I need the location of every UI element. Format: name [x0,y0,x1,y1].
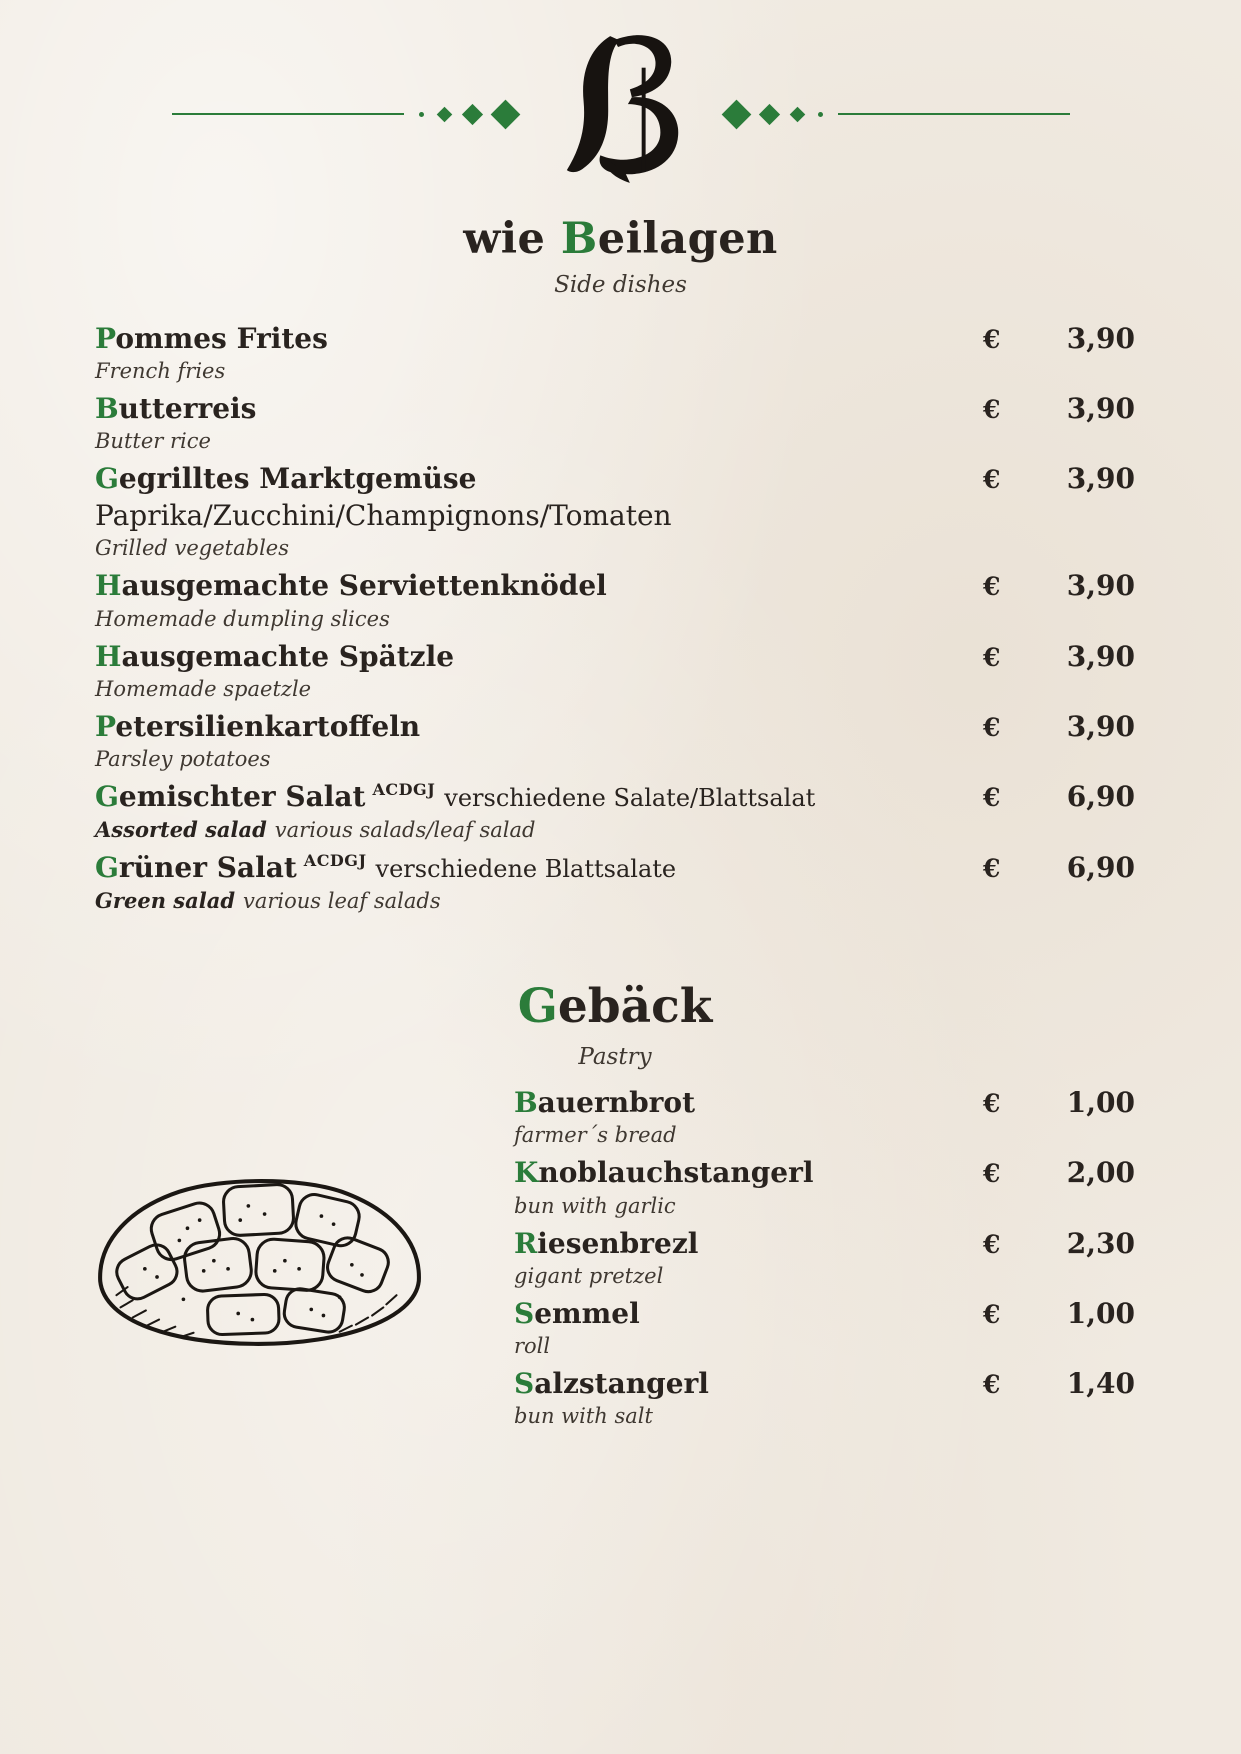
menu-item-name [95,569,983,603]
title-initial: B [560,214,598,264]
item-name-rest: ausgemachte Spätzle [121,639,455,673]
ornament-line-right [838,113,1070,115]
item-price: 3,90 [1066,709,1135,743]
currency-symbol: € [983,1369,1001,1399]
item-inline-description: verschiedene Salate/Blattsalat [444,783,816,812]
item-price: 6,90 [1066,851,1135,885]
item-english-description [95,1404,1135,1428]
page-header [0,26,1241,298]
item-english-detail: Homemade dumpling slices [95,606,390,631]
currency-symbol: € [983,1089,1001,1119]
item-english-name: Green salad [95,888,235,914]
item-initial: G [95,851,119,885]
currency-symbol: € [983,465,1001,495]
item-initial: R [514,1226,538,1260]
item-english-detail: Parsley potatoes [95,746,271,771]
currency-symbol: € [983,1159,1001,1189]
diamond-icon [436,106,452,122]
diamond-icon [758,103,779,124]
item-price: 3,90 [1066,462,1135,496]
item-english-description [95,359,1135,383]
item-english-description [95,888,1135,913]
item-name-rest: iesenbrezl [537,1226,699,1260]
item-english-detail: various leaf salads [243,889,441,914]
item-english-description [95,817,1135,842]
item-price: 6,90 [1066,779,1135,813]
menu-item-row [95,780,1135,814]
item-english-detail: various salads/leaf salad [274,818,536,843]
allergen-code: ACDGJ [372,779,436,799]
item-price: 1,40 [1066,1366,1135,1400]
menu-item [95,569,1135,630]
menu-item-name [95,322,983,356]
item-initial: S [514,1296,535,1330]
section-beilagen [95,322,1135,913]
item-english-detail: French fries [95,359,226,384]
item-name-rest: noblauchstangerl [538,1156,814,1190]
item-name-rest: alzstangerl [534,1366,709,1400]
bread-illustration [86,1126,431,1366]
item-initial: H [95,569,122,603]
item-initial: K [514,1156,539,1190]
diamond-icon [461,103,482,124]
menu-item-name [95,640,983,674]
menu-item-row [95,462,1135,496]
item-inline-description: verschiedene Blattsalate [375,855,677,884]
item-english-detail: farmer´s bread [514,1123,677,1148]
title-prefix: wie [463,214,561,264]
menu-item-row [95,392,1135,426]
currency-symbol: € [983,712,1001,742]
currency-symbol: € [983,1229,1001,1259]
menu-item [95,322,1135,383]
menu-item-name [95,780,983,814]
item-name-rest: rüner Salat [118,851,297,885]
item-initial: P [95,322,116,355]
section-heading-gebaeck [95,979,1135,1034]
currency-symbol: € [983,325,1001,354]
menu-item-row [95,640,1135,674]
item-name-rest: egrilltes Marktgemüse [118,462,477,496]
menu-item-row [95,851,1135,885]
menu-item [95,710,1135,771]
menu-item-name [95,1367,983,1401]
currency-symbol: € [983,782,1001,812]
item-english-detail: Homemade spaetzle [95,676,312,701]
menu-item-name [95,710,983,744]
section-subtitle-gebaeck: Pastry [578,1044,652,1071]
item-english-description [95,607,1135,631]
item-name-rest: ommes Frites [115,322,328,355]
item-initial: P [95,709,116,743]
item-english-description [95,429,1135,453]
item-initial: B [95,392,119,426]
item-english-name: Assorted salad [95,817,267,843]
item-english-detail: roll [514,1333,551,1358]
item-price: 3,90 [1066,639,1135,673]
item-german-description: Paprika/Zucchini/Champignons/Tomaten [95,499,672,533]
currency-symbol: € [983,572,1001,602]
item-name-rest: emischter Salat [118,779,366,813]
ornament-line-left [172,113,404,115]
page-title [0,214,1241,264]
menu-item [95,1367,1135,1428]
currency-symbol: € [983,1299,1001,1329]
ornament-dot-right [818,112,823,117]
item-initial: S [514,1366,535,1400]
item-price: 1,00 [1066,1086,1135,1120]
item-price: 1,00 [1066,1296,1135,1330]
item-name-rest: auernbrot [537,1086,696,1120]
menu-item [95,462,1135,560]
item-name-rest: utterreis [118,392,257,426]
item-name-rest: ausgemachte Serviettenknödel [121,569,607,603]
item-name-rest: etersilienkartoffeln [115,709,421,743]
item-english-detail: Butter rice [95,429,211,454]
item-english-detail: gigant pretzel [514,1263,664,1288]
item-price: 3,90 [1066,569,1135,603]
menu-item-row [95,322,1135,356]
item-english-description [95,677,1135,701]
menu-item-row [95,1086,1135,1120]
diamond-icon [789,106,805,122]
page-subtitle: Side dishes [554,272,687,298]
menu-item-name [95,851,983,885]
menu-item-name [95,392,983,426]
item-initial: H [95,639,122,673]
header-ornament [0,26,1241,202]
menu-item-name [95,462,983,496]
title-rest: eilagen [597,214,778,264]
menu-item-row [95,710,1135,744]
item-price: 3,90 [1066,392,1135,426]
ornament-dot-left [419,112,424,117]
menu-item-row [95,569,1135,603]
currency-symbol: € [983,854,1001,884]
diamond-icon [490,99,520,129]
heading-rest: ebäck [557,979,713,1035]
menu-item [95,640,1135,701]
item-initial: G [95,779,119,813]
item-price: 2,00 [1066,1156,1135,1190]
item-english-description [95,536,1135,560]
item-price: 3,90 [1066,322,1135,355]
allergen-code: ACDGJ [303,851,367,871]
menu-item [95,851,1135,913]
item-english-detail: Grilled vegetables [95,536,289,561]
item-english-detail: bun with garlic [514,1193,676,1218]
menu-item-name [95,1086,983,1120]
diamond-icon [721,99,751,129]
currency-symbol: € [983,395,1001,425]
item-name-rest: emmel [534,1296,640,1330]
item-english-description [95,747,1135,771]
menu-item [95,780,1135,842]
currency-symbol: € [983,642,1001,672]
heading-initial: G [517,979,558,1035]
item-english-detail: bun with salt [514,1404,653,1429]
item-initial: B [514,1086,538,1120]
menu-item [95,392,1135,453]
item-price: 2,30 [1066,1226,1135,1260]
menu-item-row [95,1367,1135,1401]
item-initial: G [95,462,119,496]
blackletter-b-icon [557,26,685,202]
